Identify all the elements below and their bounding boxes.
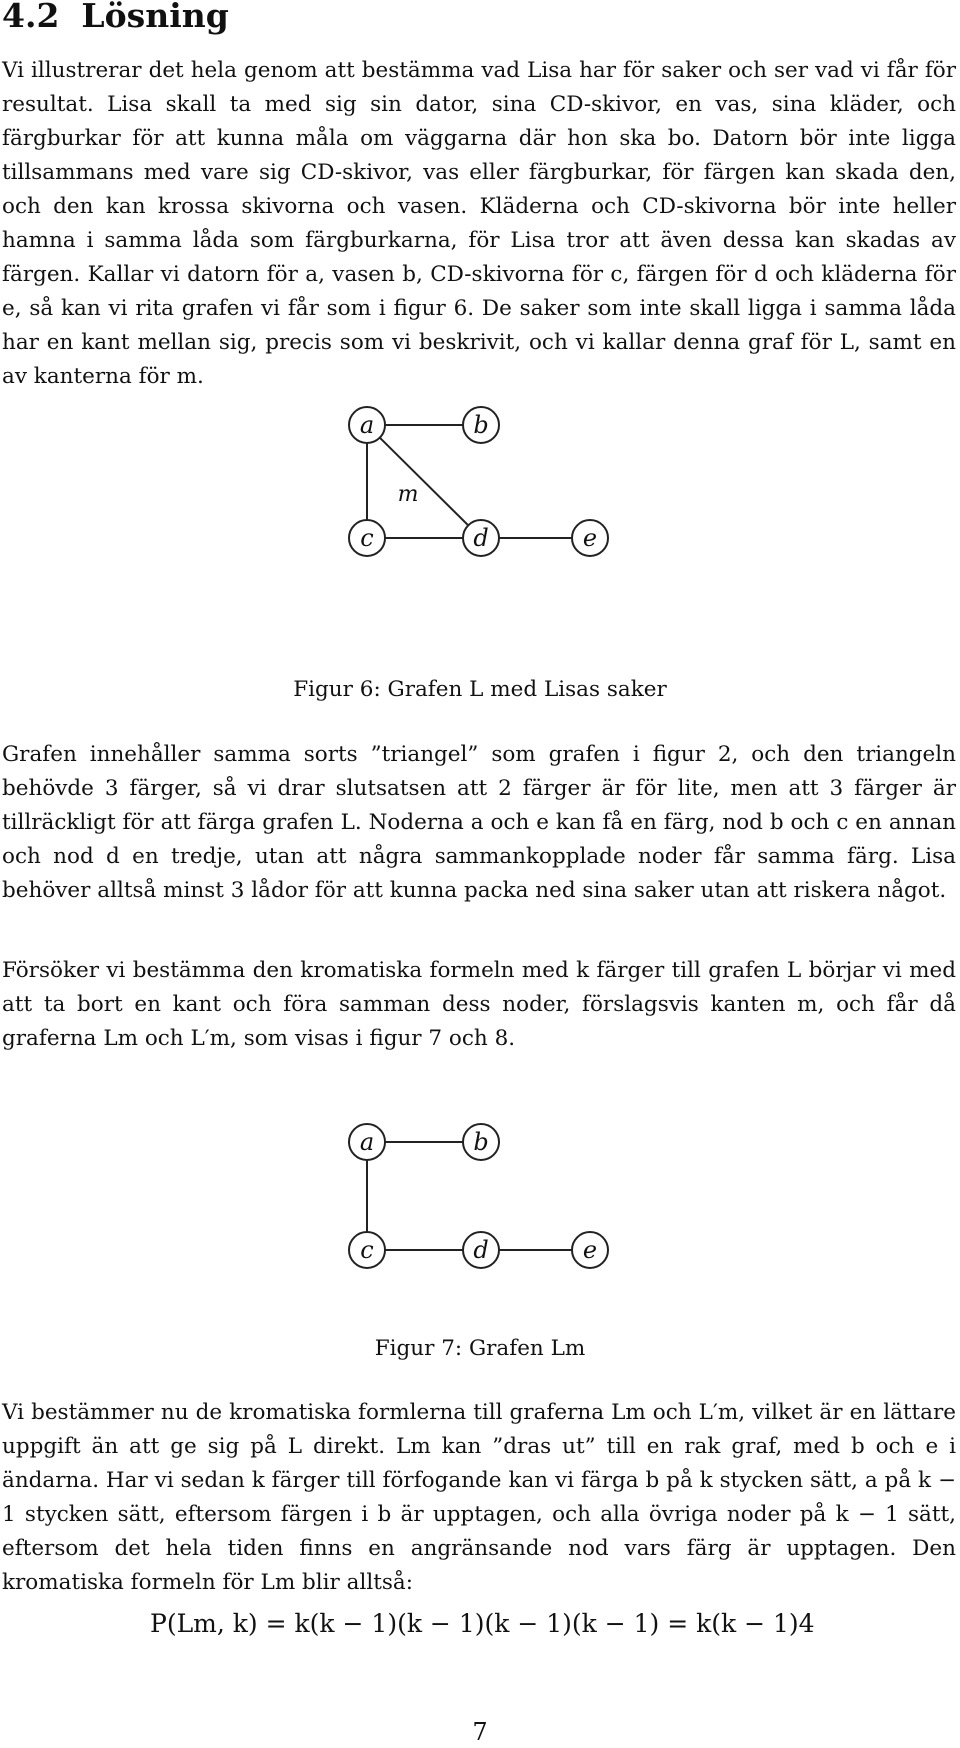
- node-a-label: a: [359, 411, 375, 439]
- chromatic-formula: P(Lm, k) = k(k − 1)(k − 1)(k − 1)(k − 1) = k(k − 1)4: [150, 1609, 815, 1638]
- node-a-label: a: [359, 1128, 375, 1156]
- paragraph-3: Försöker vi bestämma den kromatiska formeln med k färger till grafen L börjar vi med att ta bort en kant och föra samman dess noder, förslagsvis kanten m, och får då graferna Lm och L′m, som visas i figur 7 och 8.: [2, 958, 956, 1051]
- node-d-label: d: [473, 1236, 489, 1264]
- node-a: [349, 1124, 385, 1160]
- node-c-label: c: [360, 524, 374, 552]
- node-c: [349, 520, 385, 556]
- edge-m-label: m: [397, 482, 419, 507]
- figure-6-graph: [0, 405, 960, 580]
- section-title: Lösning: [81, 0, 229, 35]
- node-c-label: c: [360, 1236, 374, 1264]
- paragraph-4: Vi bestämmer nu de kromatiska formlerna till graferna Lm och L′m, vilket är en lättare uppgift än att ge sig på L direkt. Lm kan ”dras ut” till en rak graf, med b och e i ändarna. Har vi sedan k färger till förfogande kan vi färga b på k stycken sätt, a på k − 1 stycken sätt, eftersom färgen i b är upptagen, och alla övriga noder på k − 1 sätt, eftersom det hela tiden finns en angränsande nod vars färg är upptagen. Den kromatiska formeln för Lm blir alltså:: [2, 1400, 956, 1595]
- section-number: 4.2: [2, 0, 60, 35]
- paragraph-1: Vi illustrerar det hela genom att bestämma vad Lisa har för saker och ser vad vi får för resultat. Lisa skall ta med sig sin dator, sina CD-skivor, en vas, sina kläder, och färgburkar för att kunna måla om väggarna där hon ska bo. Datorn bör inte ligga tillsammans med vare sig CD-skivor, vas eller färgburkar, för färgen kan skada den, och den kan krossa skivorna och vasen. Kläderna och CD-skivorna bör inte heller hamna i samma låda som färgburkarna, för Lisa tror att även dessa kan skadas av färgen. Kallar vi datorn för a, vasen b, CD-skivorna för c, färgen för d och kläderna för e, så kan vi rita grafen vi får som i figur 6. De saker som inte skall ligga i samma låda har en kant mellan sig, precis som vi beskrivit, och vi kallar denna graf för L, samt en av kanterna för m.: [2, 58, 956, 389]
- node-b-label: b: [473, 1128, 489, 1156]
- node-e: [572, 1232, 608, 1268]
- figure-7-caption: Figur 7: Grafen Lm: [374, 1336, 586, 1361]
- node-d: [463, 520, 499, 556]
- page-number: 7: [472, 1718, 488, 1746]
- node-b: [463, 407, 499, 443]
- node-d: [463, 1232, 499, 1268]
- node-e-label: e: [582, 524, 598, 552]
- node-e-label: e: [582, 1236, 598, 1264]
- node-a: [349, 407, 385, 443]
- node-c: [349, 1232, 385, 1268]
- section-heading: [2, 0, 229, 35]
- paragraph-2: Grafen innehåller samma sorts ”triangel” som grafen i figur 2, och den triangeln behövde 3 färger, så vi drar slutsatsen att 2 färger är för lite, men att 3 färger är tillräckligt för att färga grafen L. Noderna a och e kan få en färg, nod b och c en annan och nod d en tredje, utan att några sammankopplade noder får samma färg. Lisa behöver alltså minst 3 lådor för att kunna packa ned sina saker utan att riskera något.: [2, 742, 956, 903]
- node-b: [463, 1124, 499, 1160]
- edge-a-d-m: [367, 425, 481, 538]
- node-e: [572, 520, 608, 556]
- figure-7-graph: [0, 1122, 960, 1282]
- node-d-label: d: [473, 524, 489, 552]
- figure-6-caption: Figur 6: Grafen L med Lisas saker: [293, 677, 667, 702]
- node-b-label: b: [473, 411, 489, 439]
